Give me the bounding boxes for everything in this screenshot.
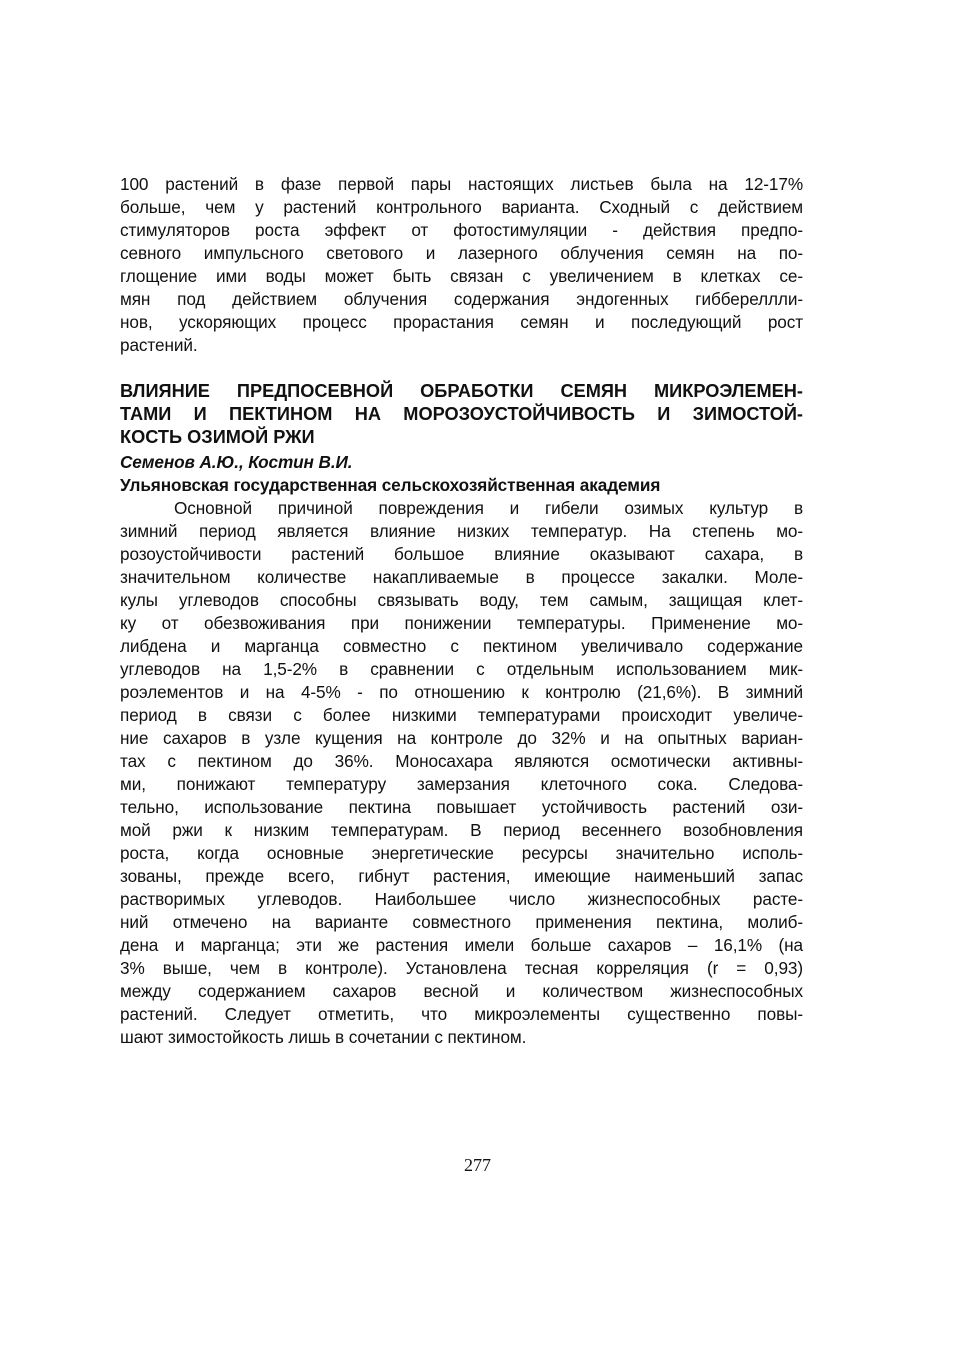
body-line: ми, понижают температуру замерзания клеточного сока. Следова- <box>120 774 803 794</box>
body-line: зимний период является влияние низких температур. На степень мо- <box>120 521 803 541</box>
body-line: ние сахаров в узле кущения на контроле до 32% и на опытных вариан- <box>120 728 803 748</box>
intro-line: нов, ускоряющих процесс прорастания семян и последующий рост <box>120 312 803 332</box>
intro-line: больше, чем у растений контрольного варианта. Сходный с действием <box>120 197 803 217</box>
intro-line: растений. <box>120 335 198 355</box>
body-line: растений. Следует отметить, что микроэлементы существенно повы- <box>120 1004 803 1024</box>
body-line: либдена и марганца совместно с пектином увеличивало содержание <box>120 636 803 656</box>
body-line: розоустойчивости растений большое влияние оказывают сахара, в <box>120 544 803 564</box>
body-line: роста, когда основные энергетические ресурсы значительно исполь- <box>120 843 803 863</box>
body-line: дена и марганца; эти же растения имели больше сахаров – 16,1% (на <box>120 935 803 955</box>
body-line: кулы углеводов способны связывать воду, тем самым, защищая клет- <box>120 590 803 610</box>
body-line: растворимых углеводов. Наибольшее число жизнеспособных расте- <box>120 889 803 909</box>
intro-line: мян под действием облучения содержания эндогенных гиббереллли- <box>120 289 803 309</box>
intro-line: стимуляторов роста эффект от фотостимуляции - действия предпо- <box>120 220 803 240</box>
body-line: мой ржи к низким температурам. В период весеннего возобновления <box>120 820 803 840</box>
article-authors: Семенов А.Ю., Костин В.И. <box>120 452 353 472</box>
body-line: ний отмечено на варианте совместного применения пектина, молиб- <box>120 912 803 932</box>
intro-line: 100 растений в фазе первой пары настоящих листьев была на 12-17% <box>120 174 803 194</box>
body-line: между содержанием сахаров весной и количеством жизнеспособных <box>120 981 803 1001</box>
body-line: углеводов на 1,5-2% в сравнении с отдельным использованием мик- <box>120 659 803 679</box>
intro-line: глощение ими воды может быть связан с увеличением в клетках се- <box>120 266 803 286</box>
body-line: период в связи с более низкими температурами происходит увеличе- <box>120 705 803 725</box>
page-number: 277 <box>464 1155 491 1175</box>
body-line: Основной причиной повреждения и гибели озимых культур в <box>174 498 803 518</box>
title-line: КОСТЬ ОЗИМОЙ РЖИ <box>120 427 315 447</box>
body-line: шают зимостойкость лишь в сочетании с пектином. <box>120 1027 527 1047</box>
intro-line: севного импульсного светового и лазерного облучения семян на по- <box>120 243 803 263</box>
title-line: ВЛИЯНИЕ ПРЕДПОСЕВНОЙ ОБРАБОТКИ СЕМЯН МИКРОЭЛЕМЕН- <box>120 381 803 401</box>
body-line: роэлементов и на 4-5% - по отношению к контролю (21,6%). В зимний <box>120 682 803 702</box>
body-line: тах с пектином до 36%. Моносахара являются осмотически активны- <box>120 751 803 771</box>
title-line: ТАМИ И ПЕКТИНОМ НА МОРОЗОУСТОЙЧИВОСТЬ И ЗИМОСТОЙ- <box>120 404 803 424</box>
body-line: тельно, использование пектина повышает устойчивость растений ози- <box>120 797 803 817</box>
body-line: значительном количестве накапливаемые в процессе закалки. Моле- <box>120 567 803 587</box>
article-affiliation: Ульяновская государственная сельскохозяйственная академия <box>120 475 661 495</box>
body-line: зованы, прежде всего, гибнут растения, имеющие наименьший запас <box>120 866 803 886</box>
body-line: ку от обезвоживания при понижении температуры. Применение мо- <box>120 613 803 633</box>
body-line: 3% выше, чем в контроле). Установлена тесная корреляция (r = 0,93) <box>120 958 803 978</box>
